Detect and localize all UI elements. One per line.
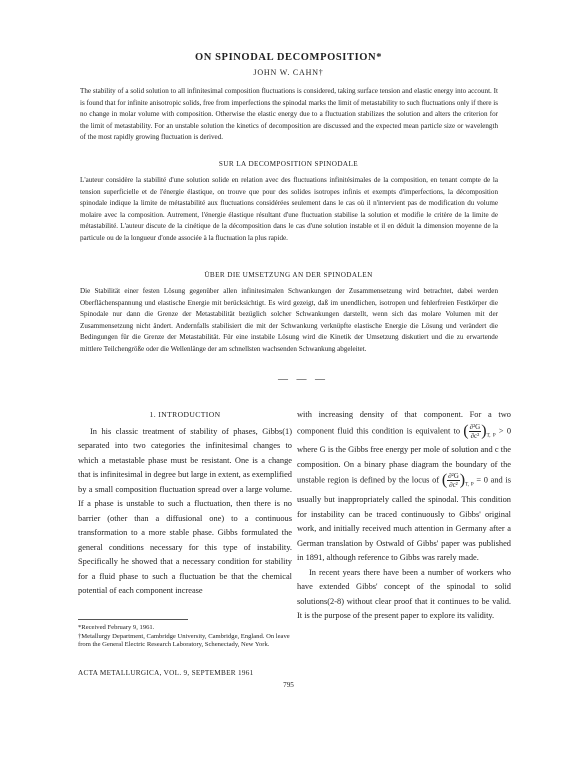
math-second-derivative-2 bbox=[447, 472, 460, 489]
math-paren-open: ( bbox=[463, 421, 469, 439]
math-denominator-2: ∂c² bbox=[449, 481, 458, 490]
abstract-french: L'auteur considère la stabilité d'une solution solide en relation avec des fluctuations infinitésimales de la composition, en tenant compte de la tension superficielle et de l'énergie élastique, on trouve que pour des solides isotropes infinis et exempts d'imperfections, la décomposition spinodale indique la limite de métastabilité aux fluctuations considérées seulement dans le cas où il n'intervient pas de modification du volume molaire avec la composition. Autrement, l'énergie élastique résultant d'une fluctuation stabilise la solution et modifie le critère de la limite de métastabilité. L'auteur discute de la cinétique de la décomposition dans le cas d'une solution instable et il en déduit la dimension moyenne de la particule ou de la longueur d'onde associée à la fluctuation la plus rapide. bbox=[80, 176, 498, 242]
footnote-received: *Received February 9, 1961. bbox=[78, 624, 155, 631]
condition-text-mid: > 0 where G is the Gibbs free energy per mole of solution and c the composition. On a binary phase diagram the boundary of the unstable region is defined by the locus of bbox=[297, 425, 512, 485]
math-subscript: T, P bbox=[486, 432, 496, 438]
journal-citation: ACTA METALLURGICA, VOL. 9, SEPTEMBER 1961 bbox=[78, 669, 254, 677]
abstract-german-heading: ÜBER DIE UMSETZUNG AN DER SPINODALEN bbox=[204, 271, 373, 279]
math-denominator: ∂c² bbox=[470, 431, 480, 440]
condition-text-end: = 0 and is usually but inappropriately called the spinodal. This condition for instability can be traced continuously to Gibbs' original work, and initially received much attention in Germany after a German translation by Ostwald of Gibbs' paper was published in 1891, although reference to Gibbs was rarely made. bbox=[297, 475, 512, 563]
math-paren-open-2: ( bbox=[441, 471, 448, 489]
condition-text-start: with increasing density of that component. For a two component fluid this condition is equivalent to bbox=[297, 410, 511, 435]
abstract-french-heading: SUR LA DECOMPOSITION SPINODALE bbox=[218, 160, 359, 168]
math-numerator: ∂²G bbox=[469, 422, 481, 431]
paper-title: ON SPINODAL DECOMPOSITION* bbox=[194, 52, 383, 63]
page-number: 795 bbox=[283, 681, 294, 689]
right-column bbox=[297, 408, 511, 624]
left-column bbox=[78, 408, 292, 599]
footnote-rule bbox=[78, 619, 188, 620]
math-subscript-2: T, P bbox=[465, 482, 474, 488]
abstract-english: The stability of a solid solution to all infinitesimal composition fluctuations is considered, taking surface tension and elastic energy into account. It is found that for infinite anisotropic solids, free from imperfections the spinodal marks the limit of metastability to such fluctuations only if there is no change in molar volume with composition. Otherwise the elastic energy due to a fluctuation stabilizes the solution and alters the criterion for the limit of metastability. For an unstable solution the kinetics of decomposition are discussed and the expected mean particle size or wavelength of the most rapidly growing fluctuation is derived. bbox=[80, 87, 498, 141]
footnotes bbox=[78, 624, 292, 650]
right-paragraph-1 bbox=[297, 408, 511, 566]
abstract-german: Die Stabilität einer festen Lösung gegenüber allen infinitesimalen Schwankungen der Zusammensetzung wird betrachtet, dabei werden Oberflächenspannung und elastische Energie mit berücksichtigt. Es wird gezeigt, daß im unendlichen, isotropen und fehlerfreien Festkörper die Spinodale nur dann die Grenze der Metastabilität bezüglich solcher Schwankungen darstellt, wenn sich das molare Volumen mit der Zusammensetzung nicht ändert. Andernfalls stabilisiert die mit der Schwankung verknüpfte elastische Energie die Lösung und verändert die Bedingungen für die Grenze der Metastabilität. Für eine instabile Lösung wird die Kinetik der Umsetzung diskutiert und die zu erwartende mittlere Teilchengröße oder die Wellenlänge der am schnellsten wachsenden Schwankung abgeleitet. bbox=[80, 287, 498, 353]
math-paren-close-2: ) bbox=[459, 471, 466, 489]
section-heading-introduction: 1. INTRODUCTION bbox=[149, 410, 221, 419]
math-paren-close: ) bbox=[481, 421, 487, 439]
footnote-affiliation: †Metallurgy Department, Cambridge University, Cambridge, England. On leave from the General Electric Research Laboratory, Schenectady, New York. bbox=[78, 632, 290, 649]
right-paragraph-2: In recent years there have been a number of workers who have extended Gibbs' concept of the spinodal to solid solutions(2-8) without clear proof that it continues to be valid. It is the purpose of the present paper to explore its validity. bbox=[297, 567, 511, 621]
math-numerator-2: ∂²G bbox=[448, 472, 459, 481]
section-separator: — — — bbox=[278, 374, 328, 385]
paper-author: JOHN W. CAHN† bbox=[253, 68, 324, 77]
math-second-derivative bbox=[469, 423, 482, 440]
intro-paragraph: In his classic treatment of stability of phases, Gibbs(1) separated into two categories the infinitesimal changes to which a metastable phase must be resistant. One is a change that is infinitesimal in degree but large in extent, as exemplified by a small composition fluctuation spread over a large volume. If a phase is unstable to such a fluctuation, then there is no barrier (other than a diffusional one) to a continuous transformation to a more stable phase. Gibbs formulated the general conditions necessary for this type of instability. Specifically he showed that a necessary condition for stability for a fluid phase to such a fluctuation be that the chemical potential of each component increase bbox=[78, 426, 292, 595]
